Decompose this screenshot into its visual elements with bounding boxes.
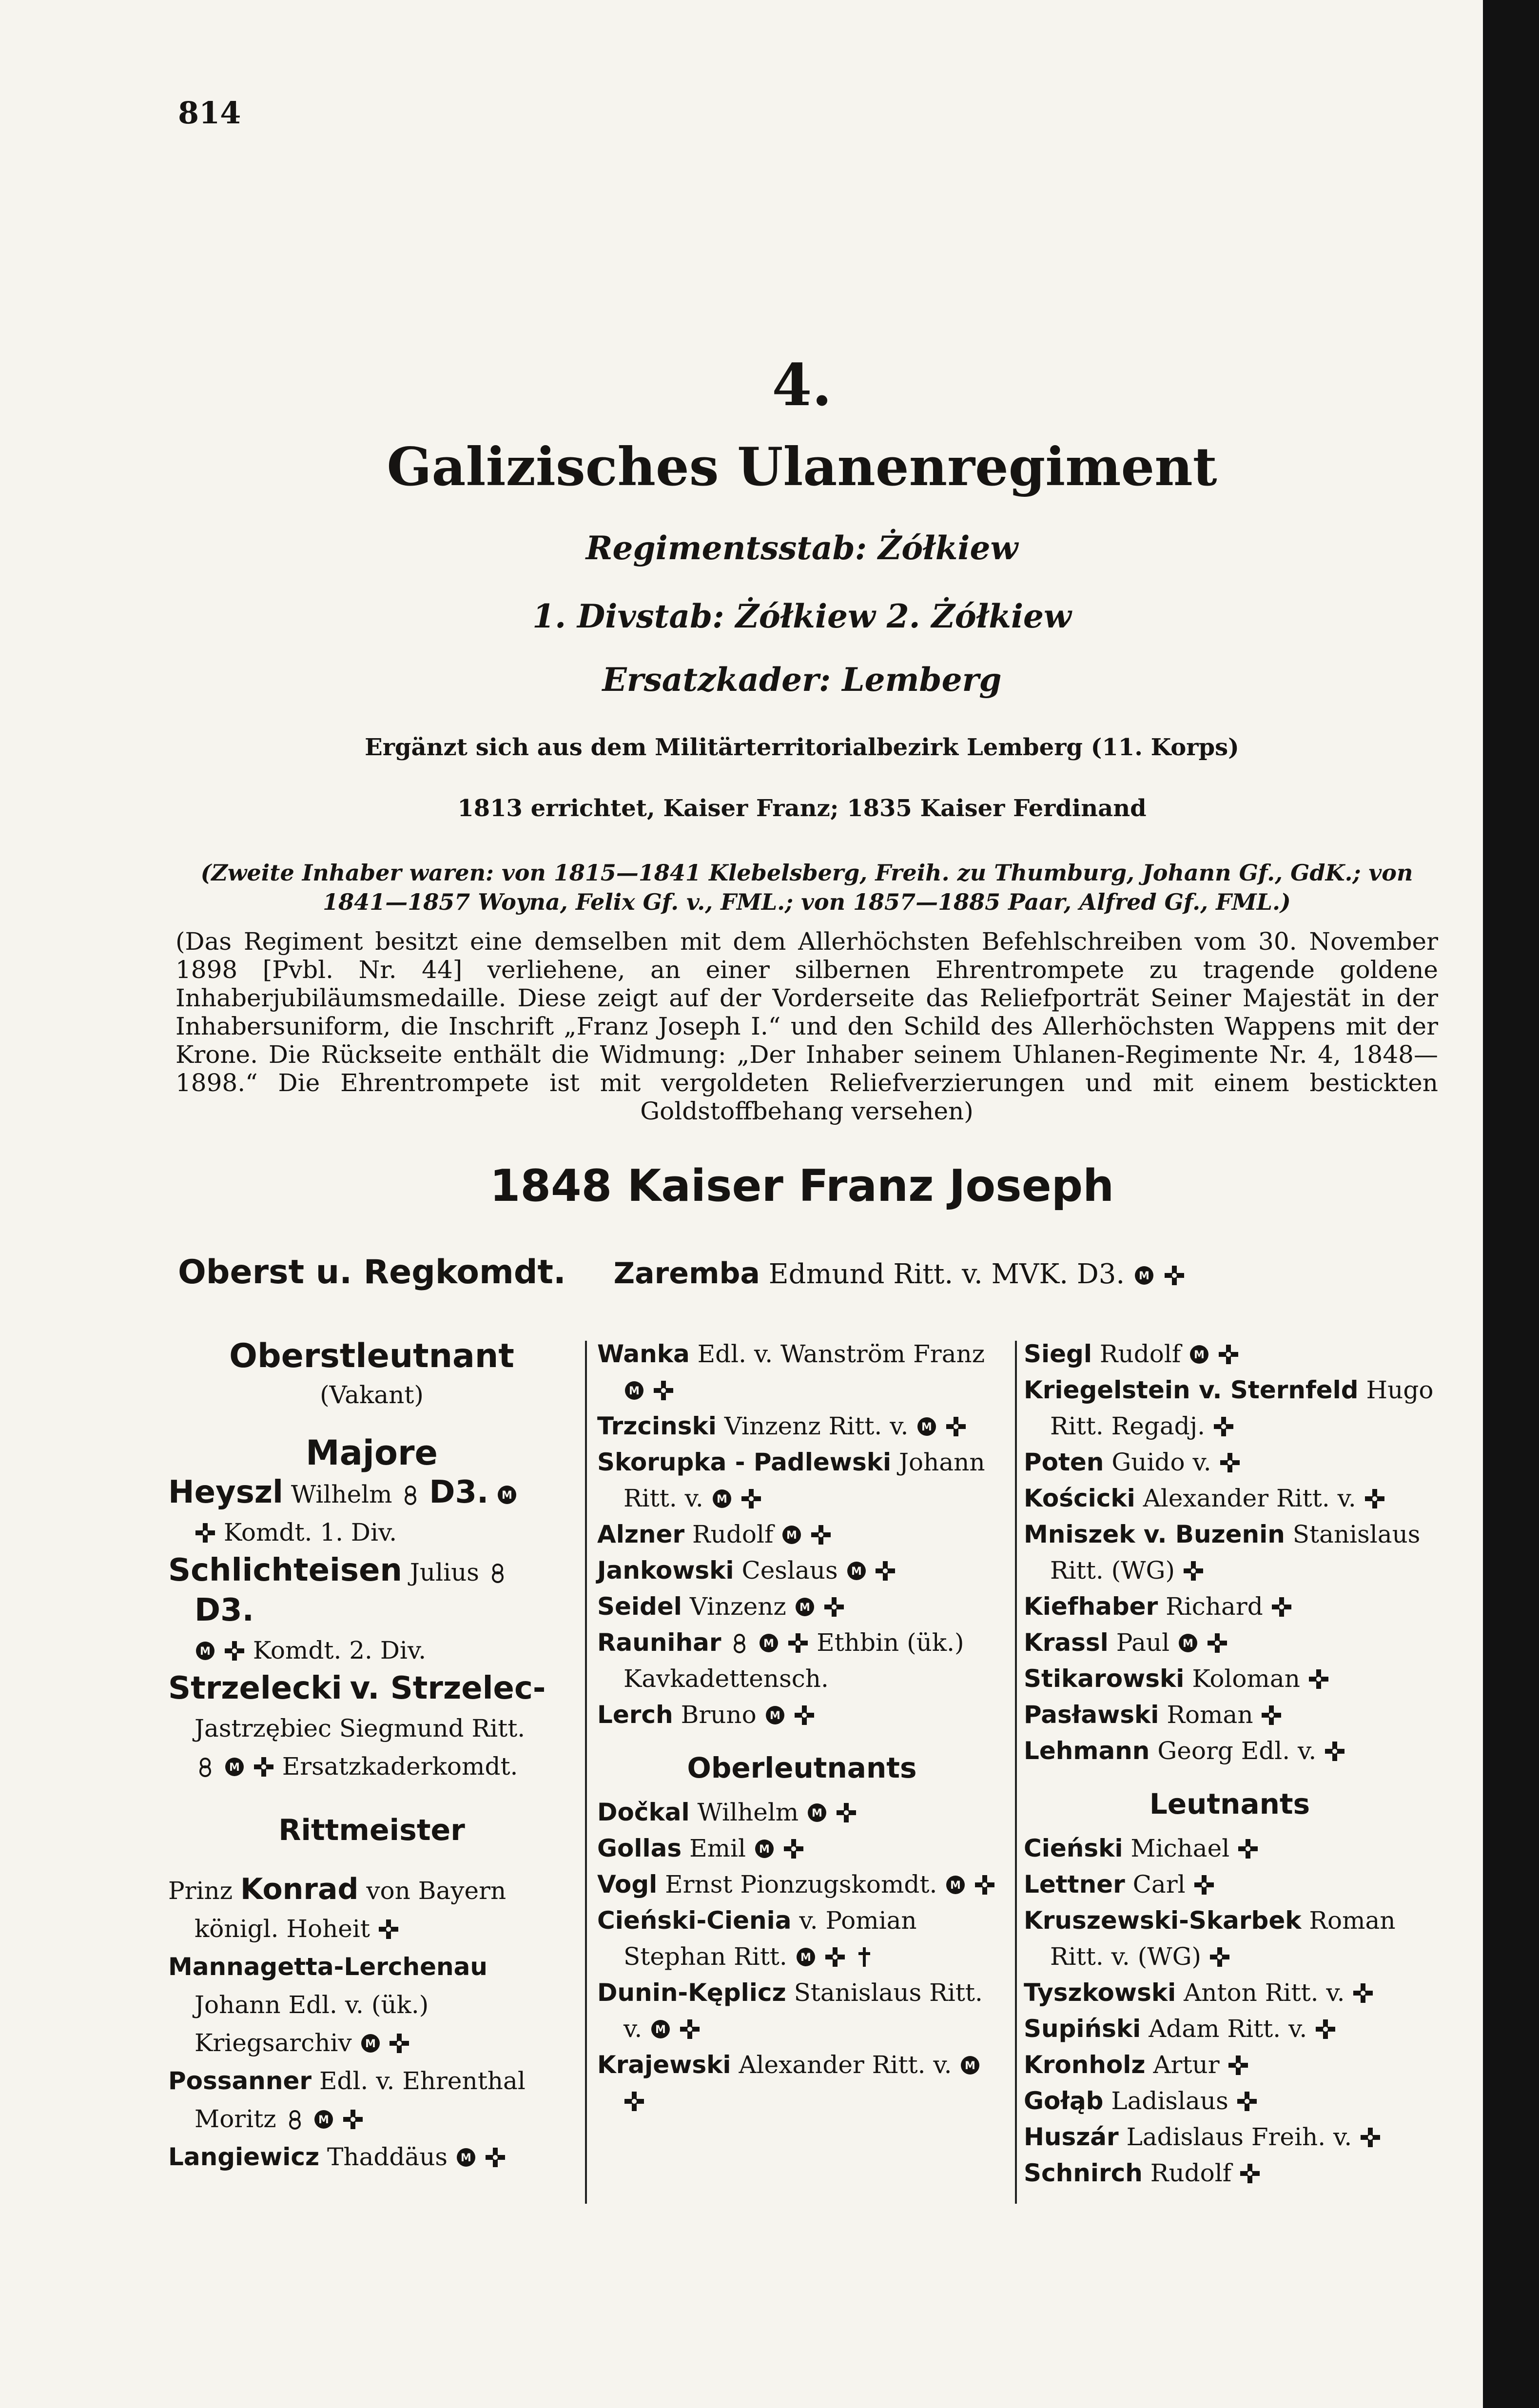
cross-icon [679,2018,701,2040]
svg-text:M: M [812,1807,823,1820]
latin-cross-icon [854,1946,875,1968]
svg-text:M: M [229,1762,240,1774]
cross-icon [740,1488,762,1509]
leutnants-heading: Leutnants [1149,1787,1310,1821]
cross-icon [389,2033,410,2054]
ergaenzt-line: Ergänzt sich aus dem Militärterritorialbezirk Lemberg (11. Korps) [365,734,1239,761]
jubilee-ring-icon [729,1632,750,1654]
medal-m-icon [711,1488,733,1509]
list-item: Cieński-Cienia v. Pomian Stephan Ritt. M [597,1906,917,1971]
medal-m-icon [650,2018,671,2040]
medal-m-icon [916,1416,937,1437]
list-item: Skorupka - Padlewski Johann Ritt. v. M [597,1448,985,1512]
cross-icon [1218,1344,1239,1365]
medal-m-icon [224,1756,245,1778]
list-item: Gołąb Ladislaus [1024,2083,1436,2119]
cross-icon [1237,1838,1259,1860]
list-item: Langiewicz Thaddäus M [168,2138,575,2176]
list-item: Schlichteisen Julius D3. M Komdt. 2. Div. [168,1551,575,1669]
svg-text:M: M [800,1952,811,1964]
oberstleutnant-heading: Oberstleutnant [229,1337,514,1375]
medal-m-icon [781,1524,802,1546]
regiment-title: Galizisches Ulanenregiment [387,436,1217,498]
medal-m-icon [945,1874,966,1896]
list-item: Krajewski Alexander Ritt. v. M [597,2047,1007,2119]
list-item: Kriegelstein v. Sternfeld Hugo Ritt. Regadj. [1024,1376,1434,1440]
cross-icon [653,1380,674,1401]
cross-icon [1239,2163,1261,2184]
scan-edge [1483,0,1539,2408]
page-number: 814 [178,95,241,131]
cross-icon [1227,2055,1249,2076]
cross-icon [195,1522,216,1544]
majore-heading: Majore [306,1433,438,1473]
medal-m-icon [1177,1632,1199,1654]
svg-text:M: M [921,1421,933,1433]
svg-text:M: M [461,2152,471,2164]
svg-text:M: M [502,1489,513,1502]
list-item: Schnirch Rudolf [1024,2155,1436,2191]
cross-icon [1364,1488,1385,1509]
medal-m-icon [754,1838,775,1860]
column-rule-left [585,1341,587,2204]
list-item: Trzcinski Vinzenz Ritt. v. M [597,1408,1007,1444]
jubilee-ring-icon [284,2109,306,2130]
list-item: Kiefhaber Richard [1024,1588,1436,1625]
svg-text:M: M [716,1493,727,1506]
medal-m-icon [794,1596,816,1618]
jubilee-ring-icon [400,1484,421,1506]
column-rule-right [1015,1341,1017,2204]
list-item: Krassl Paul M [1024,1625,1436,1661]
cross-icon [1308,1668,1329,1690]
cross-icon [1352,1982,1374,2004]
svg-text:M: M [786,1529,798,1542]
cross-icon [378,1919,399,1940]
jubilee-ring-icon [195,1756,216,1778]
column-stabsoffiziere [168,1336,575,2176]
medal-m-icon [795,1946,817,1968]
ersatzkader-line: Ersatzkader: Lemberg [602,661,1002,699]
medal-m-icon [360,2033,381,2054]
rittmeister-heading: Rittmeister [278,1813,465,1847]
cross-icon [836,1802,857,1823]
medal-m-icon [455,2147,477,2168]
svg-text:M: M [365,2038,376,2050]
cross-icon [945,1416,967,1437]
cross-icon [810,1524,832,1546]
list-item: Alzner Rudolf M [597,1516,1007,1552]
cross-icon [1193,1874,1215,1896]
list-item: Gollas Emil M [597,1830,1007,1866]
divstab-line: 1. Divstab: Żółkiew 2. Żółkiew [532,597,1071,635]
svg-text:M: M [769,1710,780,1722]
list-item: Seidel Vinzenz M [597,1588,1007,1625]
list-item: Possanner Edl. v. Ehrenthal Moritz M [168,2067,526,2133]
cross-icon [1207,1632,1228,1654]
svg-text:M: M [1194,1349,1205,1361]
jubilee-ring-icon [487,1562,508,1584]
cross-icon [1324,1741,1345,1762]
medal-m-icon [764,1704,786,1726]
cross-icon [974,1874,995,1896]
cross-icon [1219,1452,1241,1473]
column-rittmeister-oberleutnants [597,1336,1007,2119]
list-item: Lerch Bruno M [597,1697,1007,1733]
medal-m-icon [806,1802,828,1823]
regimentsstab-line: Regimentsstab: Żółkiew [585,529,1018,567]
svg-text:M: M [629,1385,640,1397]
list-item: Poten Guido v. [1024,1444,1436,1480]
errichtet-line: 1813 errichtet, Kaiser Franz; 1835 Kaiser Ferdinand [457,795,1147,822]
trompete-note: (Das Regiment besitzt eine demselben mit dem Allerhöchsten Befehlschreiben vom 30. November 1898 [Pvbl. Nr. 44] verliehene, an einer silbernen Ehrentrompete zu tragende goldene Inhaberjubiläumsmedaille. Diese zeigt auf der Vorderseite das Reliefporträt Seiner Majestät in der Inhabersuniform, die Inschrift „Franz Joseph I.“ und den Schild des Allerhöchsten Wappens mit der Krone. Die Rückseite enthält die Widmung: „Der Inhaber seinem Uhlanen-Regimente Nr. 4, 1848—1898.“ Die Ehrentrompete ist mit vergoldeten Reliefverzierungen und mit einem bestickten Goldstoffbehang versehen) [175,927,1438,1125]
cross-icon [485,2147,506,2168]
cross-icon [794,1704,815,1726]
cross-icon [1209,1946,1230,1968]
list-item: Kruszewski-Skarbek Roman Ritt. v. (WG) [1024,1906,1396,1971]
cross-icon [224,1640,245,1662]
svg-text:M: M [655,2024,666,2036]
cross-icon [875,1560,896,1582]
list-item: Vogl Ernst Pionzugskomdt. M [597,1866,1007,1902]
list-item: Kościcki Alexander Ritt. v. [1024,1480,1436,1516]
cross-icon [1236,2091,1258,2112]
list-item: Cieński Michael [1024,1830,1436,1866]
medal-m-icon [496,1484,518,1506]
svg-text:M: M [1183,1638,1193,1650]
section-title: 1848 Kaiser Franz Joseph [489,1160,1114,1212]
medal-m-icon [1188,1344,1210,1365]
oberst-rank: Oberst u. Regkomdt. [178,1253,566,1292]
oberst-name: Zaremba [613,1256,760,1291]
list-item: Supiński Adam Ritt. v. [1024,2011,1436,2047]
cross-icon [1261,1704,1282,1726]
cross-icon [783,1838,804,1860]
cross-icon [253,1756,274,1778]
regiment-number: 4. [772,351,832,419]
list-item: Strzelecki v. Strzelec- Jastrzębiec Siegmund Ritt. M Ersatzkaderkomdt. [168,1670,546,1781]
svg-text:M: M [851,1566,862,1578]
list-item: Lettner Carl [1024,1866,1436,1902]
svg-text:M: M [799,1602,810,1614]
cross-icon [787,1632,809,1654]
regimentskommandant-line [178,1253,1445,1292]
list-item: Lehmann Georg Edl. v. [1024,1733,1436,1769]
medal-m-icon [758,1632,779,1654]
cross-icon [1164,1265,1185,1286]
oberleutnants-heading: Oberleutnants [687,1751,917,1784]
svg-text:M: M [759,1843,770,1856]
cross-icon [1213,1416,1234,1437]
list-item: Stikarowski Koloman [1024,1661,1436,1697]
list-item: Mannagetta-Lerchenau Johann Edl. v. (ük.) Kriegsarchiv M [168,1953,487,2057]
svg-text:M: M [965,2060,976,2072]
medal-m-icon [846,1560,867,1582]
cross-icon [1271,1596,1292,1618]
list-item: Kronholz Artur [1024,2047,1436,2083]
list-item: Dunin-Kęplicz Stanislaus Ritt. v. M [597,1978,983,2043]
list-item: Huszár Ladislaus Freih. v. [1024,2119,1436,2155]
cross-icon [342,2109,364,2130]
column-oberleutnants-leutnants [1024,1336,1436,2191]
svg-text:M: M [200,1645,211,1658]
svg-text:M: M [318,2114,330,2126]
list-item: Jankowski Ceslaus M [597,1552,1007,1588]
svg-text:M: M [763,1638,775,1650]
list-item: Pasławski Roman [1024,1697,1436,1733]
cross-icon [824,1946,846,1968]
medal-m-icon [623,1380,645,1401]
vakant-label: (Vakant) [320,1381,424,1409]
cross-icon [823,1596,845,1618]
list-item: Mniszek v. Buzenin Stanislaus Ritt. (WG) [1024,1520,1421,1585]
medal-m-icon [1133,1265,1155,1286]
cross-icon [1315,2018,1336,2040]
list-item: Prinz Konrad von Bayern königl. Hoheit [168,1872,507,1943]
inhaber-note: (Zweite Inhaber waren: von 1815—1841 Klebelsberg, Freih. zu Thumburg, Johann Gf., GdK.; von 1841—1857 Woyna, Felix Gf. v., FML.; von 1857—1885 Paar, Alfred Gf., FML.) [200,860,1413,915]
cross-icon [1360,2127,1381,2148]
medal-m-icon [313,2109,334,2130]
cross-icon [1183,1560,1204,1582]
svg-text:M: M [1139,1270,1149,1282]
list-item: Tyszkowski Anton Ritt. v. [1024,1975,1436,2011]
list-item: Wanka Edl. v. Wanström Franz M [597,1336,1007,1408]
medal-m-icon [195,1640,216,1662]
svg-text:M: M [950,1879,961,1892]
medal-m-icon [959,2055,981,2076]
oberst-details: Edmund Ritt. v. MVK. D3. [768,1258,1125,1290]
list-item: Heyszl Wilhelm D3. M Komdt. 1. Div. [168,1473,575,1551]
list-item: Siegl Rudolf M [1024,1336,1436,1372]
list-item: Dočkal Wilhelm M [597,1794,1007,1830]
list-item: Raunihar M Ethbin (ük.) Kavkadettensch. [597,1628,964,1693]
cross-icon [623,2091,645,2112]
